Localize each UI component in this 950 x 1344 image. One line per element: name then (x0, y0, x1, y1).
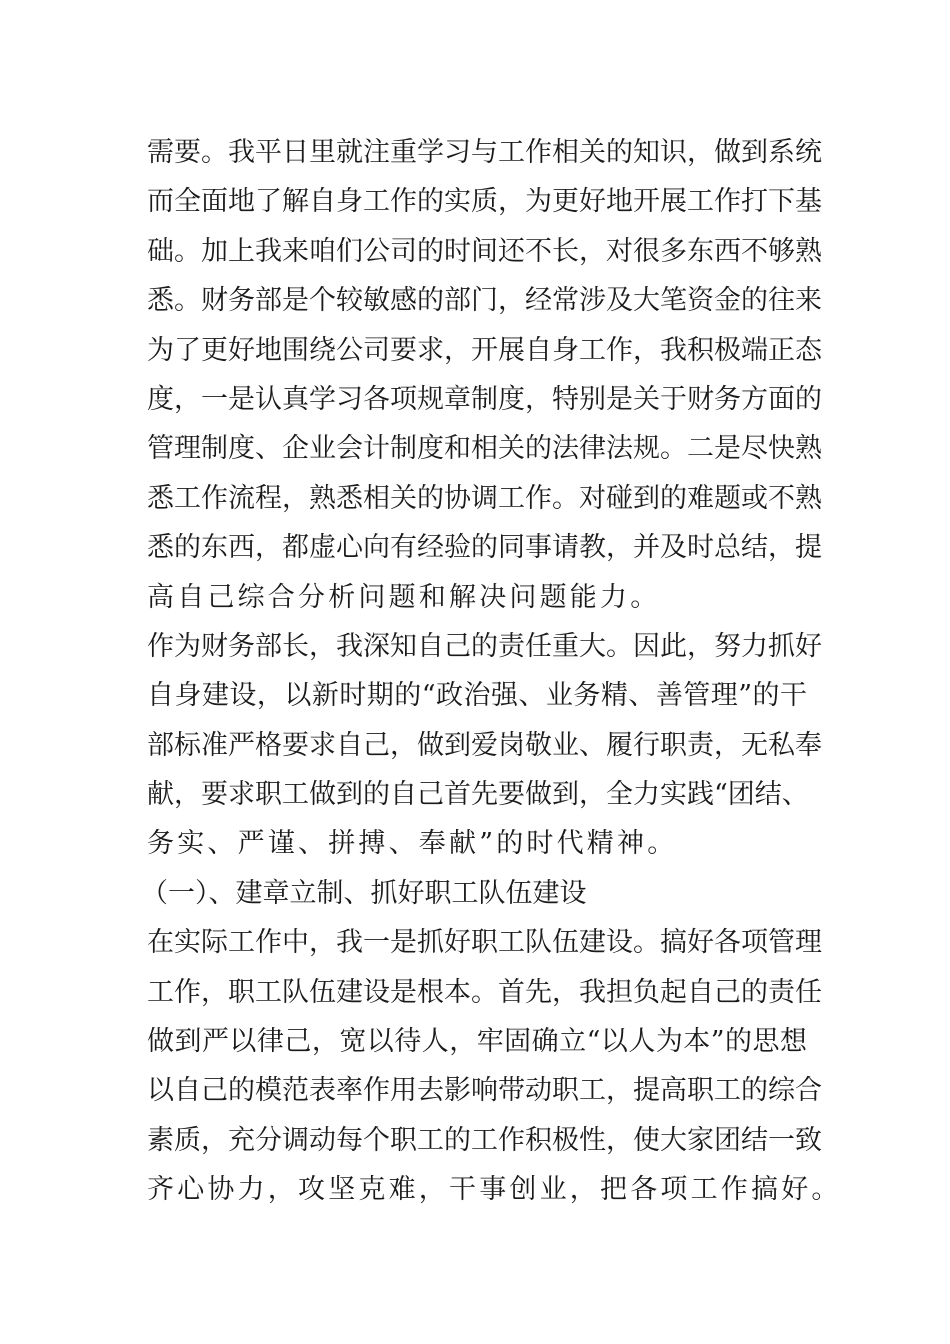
text-line: 部标准严格要求自己，做到爱岗敬业、履行职责，无私奉 (147, 729, 822, 761)
text-line: 工作，职工队伍建设是根本。首先，我担负起自己的责任 (147, 976, 822, 1008)
body-text (141, 128, 842, 1215)
text-line: 自身建设，以新时期的“政治强、业务精、善管理”的干 (147, 680, 807, 712)
section-heading: （一）、建章立制、抓好职工队伍建设 (141, 877, 587, 909)
text-line: 悉。财务部是个较敏感的部门，经常涉及大笔资金的往来 (147, 285, 822, 317)
text-line: 管理制度、企业会计制度和相关的法律法规。二是尽快熟 (147, 433, 822, 465)
text-line: 为了更好地围绕公司要求，开展自身工作，我积极端正态 (147, 334, 822, 366)
text-line: 高自己综合分析问题和解决问题能力。 (147, 581, 661, 613)
text-line: 度，一是认真学习各项规章制度，特别是关于财务方面的 (147, 383, 822, 415)
text-line: 悉的东西，都虚心向有经验的同事请教，并及时总结，提 (147, 532, 822, 564)
text-line: 需要。我平日里就注重学习与工作相关的知识，做到系统 (147, 137, 822, 168)
text-line: 务实、严谨、拼搏、奉献”的时代精神。 (147, 828, 678, 860)
text-line: 以自己的模范表率作用去影响带动职工，提高职工的综合 (147, 1075, 822, 1107)
text-line: 献，要求职工做到的自己首先要做到，全力实践“团结、 (147, 779, 809, 811)
text-line: 素质，充分调动每个职工的工作积极性，使大家团结一致 (147, 1124, 822, 1156)
text-line: 做到严以律己，宽以待人，牢固确立“以人为本”的思想 (147, 1026, 807, 1058)
text-line: 而全面地了解自身工作的实质，为更好地开展工作打下基 (147, 186, 822, 218)
text-line: 在实际工作中，我一是抓好职工队伍建设。搞好各项管理 (147, 927, 822, 959)
text-line: 作为财务部长，我深知自己的责任重大。因此，努力抓好 (147, 630, 822, 662)
text-line: 础。加上我来咱们公司的时间还不长，对很多东西不够熟 (147, 235, 822, 267)
text-line: 齐心协力，攻坚克难，干事创业，把各项工作搞好。 (147, 1174, 842, 1206)
text-line: 悉工作流程，熟悉相关的协调工作。对碰到的难题或不熟 (147, 482, 822, 514)
